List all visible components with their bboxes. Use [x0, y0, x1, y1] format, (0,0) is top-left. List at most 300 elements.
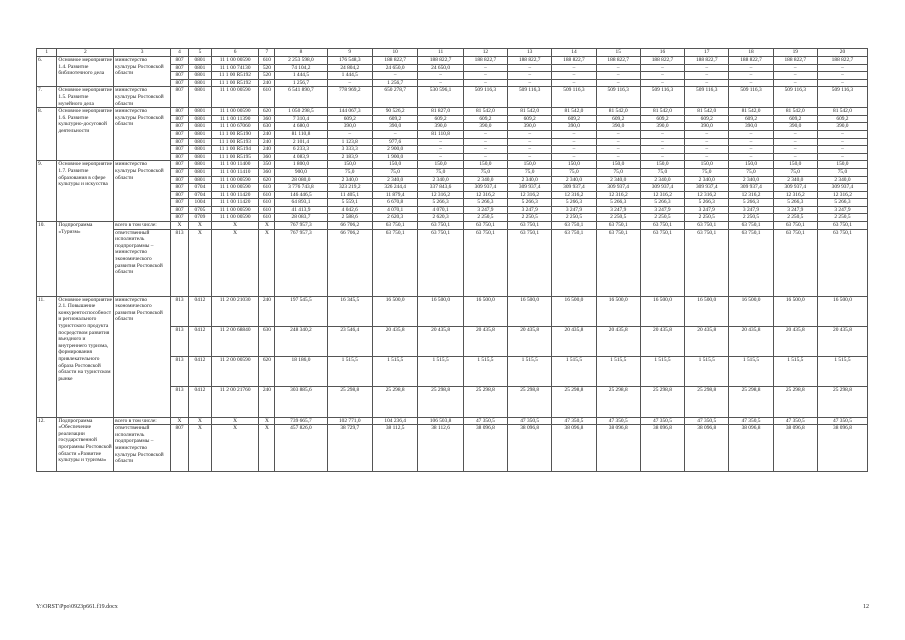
- value-cell: 2 250,5: [817, 214, 867, 222]
- value-cell: 81 542,0: [508, 108, 552, 116]
- table-row: [37, 161, 868, 169]
- value-cell: 16 500,0: [418, 296, 463, 326]
- value-cell: 390,0: [372, 123, 417, 131]
- value-cell: –: [685, 146, 729, 154]
- value-cell: 20 435,8: [685, 326, 729, 356]
- value-cell: 11 1 00 00590: [211, 108, 259, 116]
- value-cell: 1 515,5: [327, 357, 372, 387]
- value-cell: 520: [259, 64, 275, 72]
- value-cell: 3 333,3: [327, 146, 372, 154]
- value-cell: 2 253 598,0: [275, 57, 327, 65]
- value-cell: –: [596, 146, 640, 154]
- value-cell: 12 316,2: [596, 191, 640, 199]
- value-cell: 11 879,4: [372, 191, 417, 199]
- value-cell: 28 083,7: [275, 214, 327, 222]
- value-cell: 63 750,1: [372, 222, 417, 230]
- value-cell: 650 278,7: [372, 87, 417, 108]
- value-cell: 610: [259, 184, 275, 192]
- value-cell: 609,2: [817, 115, 867, 123]
- value-cell: –: [685, 72, 729, 80]
- value-cell: –: [418, 138, 463, 146]
- value-cell: 11 1 00 11420: [211, 199, 259, 207]
- value-cell: –: [596, 72, 640, 80]
- value-cell: 150,0: [552, 161, 596, 169]
- value-cell: 1 515,5: [685, 357, 729, 387]
- value-cell: 11 2 00 21030: [211, 296, 259, 326]
- value-cell: –: [596, 64, 640, 72]
- value-cell: 12 316,2: [640, 191, 684, 199]
- value-cell: 16 500,0: [817, 296, 867, 326]
- value-cell: –: [685, 64, 729, 72]
- row-number: 11.: [37, 296, 57, 417]
- value-cell: –: [463, 153, 507, 161]
- value-cell: –: [640, 130, 684, 138]
- value-cell: 3 247,9: [596, 206, 640, 214]
- value-cell: 66 706,2: [327, 229, 372, 296]
- value-cell: 11 1 00 00590: [211, 206, 259, 214]
- value-cell: X: [189, 425, 212, 472]
- value-cell: 150,0: [327, 161, 372, 169]
- value-cell: 2 340,0: [773, 176, 817, 184]
- value-cell: 620: [259, 357, 275, 387]
- value-cell: 509 116,3: [640, 87, 684, 108]
- value-cell: –: [817, 130, 867, 138]
- executor: министерство экономического развития Ростовской области: [114, 296, 171, 417]
- measure-name: Основное мероприятие 1.4. Развитие библиотечного дела: [57, 57, 114, 87]
- value-cell: 813: [170, 357, 188, 387]
- value-cell: 240: [259, 138, 275, 146]
- value-cell: X: [259, 417, 275, 425]
- value-cell: 81 542,0: [773, 108, 817, 116]
- value-cell: 240: [259, 387, 275, 417]
- value-cell: 63 750,1: [729, 222, 773, 230]
- table-row: [37, 87, 868, 108]
- value-cell: 188 822,7: [596, 57, 640, 65]
- value-cell: 81 542,0: [685, 108, 729, 116]
- value-cell: 807: [170, 199, 188, 207]
- row-number: 8.: [37, 108, 57, 161]
- value-cell: 12 316,2: [552, 191, 596, 199]
- value-cell: 350: [259, 161, 275, 169]
- value-cell: 47 350,5: [729, 417, 773, 425]
- value-cell: 20 435,8: [418, 326, 463, 356]
- value-cell: 75,0: [418, 168, 463, 176]
- value-cell: 1004: [189, 199, 212, 207]
- value-cell: 188 822,7: [817, 57, 867, 65]
- value-cell: 81 542,0: [817, 108, 867, 116]
- value-cell: 11 1 00 00590: [211, 184, 259, 192]
- value-cell: 75,0: [817, 168, 867, 176]
- header-cell: 17: [685, 49, 729, 57]
- value-cell: 5 266,3: [640, 199, 684, 207]
- value-cell: 25 298,8: [463, 387, 507, 417]
- value-cell: –: [817, 72, 867, 80]
- value-cell: 64 893,1: [275, 199, 327, 207]
- value-cell: 25 298,8: [640, 387, 684, 417]
- value-cell: 25 298,8: [508, 387, 552, 417]
- header-cell: 2: [57, 49, 114, 57]
- value-cell: 188 822,7: [640, 57, 684, 65]
- value-cell: 66 706,2: [327, 222, 372, 230]
- value-cell: 1 900,0: [372, 153, 417, 161]
- value-cell: 25 298,8: [552, 387, 596, 417]
- value-cell: –: [640, 72, 684, 80]
- value-cell: 7 310,4: [275, 115, 327, 123]
- value-cell: 5 266,3: [596, 199, 640, 207]
- value-cell: 5 266,3: [463, 199, 507, 207]
- value-cell: –: [508, 138, 552, 146]
- value-cell: 813: [170, 326, 188, 356]
- value-cell: 6 670,8: [372, 199, 417, 207]
- value-cell: 309 937,4: [817, 184, 867, 192]
- value-cell: 2 250,5: [508, 214, 552, 222]
- value-cell: 75,0: [552, 168, 596, 176]
- value-cell: –: [463, 146, 507, 154]
- value-cell: 16 500,0: [685, 296, 729, 326]
- value-cell: 90 526,2: [372, 108, 417, 116]
- value-cell: 16 500,0: [640, 296, 684, 326]
- value-cell: 609,2: [327, 115, 372, 123]
- value-cell: 63 750,1: [640, 222, 684, 230]
- value-cell: 390,0: [773, 123, 817, 131]
- value-cell: 38 096,8: [463, 425, 507, 472]
- value-cell: –: [508, 64, 552, 72]
- value-cell: 150,0: [685, 161, 729, 169]
- value-cell: 2 340,0: [685, 176, 729, 184]
- value-cell: –: [508, 72, 552, 80]
- value-cell: 188 822,7: [372, 57, 417, 65]
- value-cell: 81 110,8: [418, 130, 463, 138]
- value-cell: 38 112,5: [372, 425, 417, 472]
- value-cell: X: [189, 417, 212, 425]
- value-cell: 47 350,5: [508, 417, 552, 425]
- value-cell: 20 435,8: [640, 326, 684, 356]
- value-cell: 0801: [189, 108, 212, 116]
- value-cell: –: [596, 79, 640, 87]
- value-cell: –: [729, 79, 773, 87]
- value-cell: –: [508, 146, 552, 154]
- value-cell: 11 1 00 11410: [211, 168, 259, 176]
- value-cell: 11 1 00 R5192: [211, 79, 259, 87]
- value-cell: 16 500,0: [729, 296, 773, 326]
- value-cell: 337 843,6: [418, 184, 463, 192]
- value-cell: 47 350,5: [773, 417, 817, 425]
- row-number: 6.: [37, 57, 57, 87]
- value-cell: 63 750,1: [418, 222, 463, 230]
- value-cell: 360: [259, 115, 275, 123]
- value-cell: –: [729, 130, 773, 138]
- value-cell: 63 750,1: [685, 222, 729, 230]
- header-cell: 18: [729, 49, 773, 57]
- value-cell: 609,2: [729, 115, 773, 123]
- value-cell: –: [508, 153, 552, 161]
- value-cell: 1 515,5: [817, 357, 867, 387]
- value-cell: –: [817, 153, 867, 161]
- value-cell: 20 435,8: [773, 326, 817, 356]
- value-cell: –: [463, 138, 507, 146]
- value-cell: 75,0: [596, 168, 640, 176]
- value-cell: 11 1 00 67060: [211, 123, 259, 131]
- value-cell: 326 244,4: [372, 184, 417, 192]
- value-cell: 75,0: [372, 168, 417, 176]
- value-cell: 2 588,6: [327, 214, 372, 222]
- value-cell: 5 266,3: [729, 199, 773, 207]
- value-cell: –: [508, 79, 552, 87]
- value-cell: 81 542,0: [596, 108, 640, 116]
- value-cell: –: [327, 130, 372, 138]
- value-cell: 0801: [189, 168, 212, 176]
- value-cell: 16 500,0: [773, 296, 817, 326]
- value-cell: 63 750,1: [773, 222, 817, 230]
- value-cell: –: [596, 130, 640, 138]
- value-cell: –: [640, 153, 684, 161]
- value-cell: 47 350,5: [817, 417, 867, 425]
- value-cell: 309 937,4: [508, 184, 552, 192]
- value-cell: 24 804,2: [327, 64, 372, 72]
- value-cell: 2 340,0: [596, 176, 640, 184]
- value-cell: 18 186,0: [275, 357, 327, 387]
- value-cell: 12 316,2: [685, 191, 729, 199]
- measure-name: Подпрограмма «Туризм»: [57, 222, 114, 297]
- value-cell: –: [685, 138, 729, 146]
- value-cell: 813: [170, 229, 188, 296]
- value-cell: 807: [170, 206, 188, 214]
- value-cell: 2 250,5: [552, 214, 596, 222]
- value-cell: 63 750,1: [463, 229, 507, 296]
- value-cell: –: [817, 146, 867, 154]
- measure-name: Основное мероприятие 1.5. Развитие музейного дела: [58, 87, 112, 107]
- value-cell: 520: [259, 72, 275, 80]
- value-cell: 25 298,8: [817, 387, 867, 417]
- value-cell: 75,0: [640, 168, 684, 176]
- value-cell: 620: [259, 176, 275, 184]
- value-cell: 25 298,8: [596, 387, 640, 417]
- value-cell: 2 340,0: [729, 176, 773, 184]
- value-cell: 150,0: [817, 161, 867, 169]
- value-cell: 11 1 00 R5195: [211, 153, 259, 161]
- value-cell: 16 500,0: [372, 296, 417, 326]
- value-cell: 807: [170, 191, 188, 199]
- value-cell: 75,0: [729, 168, 773, 176]
- value-cell: 0412: [189, 296, 212, 326]
- value-cell: –: [463, 72, 507, 80]
- value-cell: 0801: [189, 161, 212, 169]
- value-cell: 144 067,3: [327, 108, 372, 116]
- value-cell: –: [685, 79, 729, 87]
- header-cell: 7: [259, 49, 275, 57]
- value-cell: 81 827,0: [418, 108, 463, 116]
- budget-table: [36, 48, 868, 472]
- value-cell: 75,0: [327, 168, 372, 176]
- value-cell: 16 345,5: [327, 296, 372, 326]
- value-cell: 11 405,1: [327, 191, 372, 199]
- value-cell: –: [552, 153, 596, 161]
- value-cell: 28 080,0: [275, 176, 327, 184]
- value-cell: 63 750,1: [817, 222, 867, 230]
- value-cell: 16 500,0: [552, 296, 596, 326]
- value-cell: X: [170, 417, 188, 425]
- value-cell: 11 1 00 R5194: [211, 146, 259, 154]
- value-cell: 11 2 00 21760: [211, 387, 259, 417]
- executor: министерство культуры Ростовской области: [114, 161, 171, 222]
- value-cell: 1 444,5: [275, 72, 327, 80]
- executor: всего в том числе:: [114, 222, 171, 230]
- value-cell: 0801: [189, 72, 212, 80]
- value-cell: 309 937,4: [552, 184, 596, 192]
- value-cell: 188 822,7: [508, 57, 552, 65]
- value-cell: 4 070,1: [372, 206, 417, 214]
- value-cell: 1 256,7: [275, 79, 327, 87]
- value-cell: 2 340,0: [418, 176, 463, 184]
- value-cell: 1 515,5: [418, 357, 463, 387]
- value-cell: –: [729, 138, 773, 146]
- value-cell: 25 298,8: [372, 387, 417, 417]
- value-cell: 20 435,8: [596, 326, 640, 356]
- value-cell: –: [372, 130, 417, 138]
- value-cell: 63 750,1: [729, 229, 773, 296]
- value-cell: 146 446,5: [275, 191, 327, 199]
- value-cell: 509 116,3: [463, 87, 507, 108]
- value-cell: 0801: [189, 79, 212, 87]
- value-cell: 977,6: [372, 138, 417, 146]
- value-cell: 81 542,0: [640, 108, 684, 116]
- table-row: [37, 417, 868, 425]
- value-cell: 1 515,5: [773, 357, 817, 387]
- value-cell: 150,0: [729, 161, 773, 169]
- value-cell: 610: [259, 206, 275, 214]
- value-cell: 4 083,9: [275, 153, 327, 161]
- value-cell: 0801: [189, 123, 212, 131]
- value-cell: 41 413,9: [275, 206, 327, 214]
- header-cell: 12: [463, 49, 507, 57]
- value-cell: 38 096,8: [552, 425, 596, 472]
- value-cell: 5 266,3: [685, 199, 729, 207]
- value-cell: 2 250,5: [729, 214, 773, 222]
- value-cell: 457 826,0: [275, 425, 327, 472]
- value-cell: 150,0: [773, 161, 817, 169]
- value-cell: 609,2: [372, 115, 417, 123]
- value-cell: 609,2: [418, 115, 463, 123]
- value-cell: 11 1 00 R5190: [211, 130, 259, 138]
- value-cell: 12 316,2: [418, 191, 463, 199]
- value-cell: 1 515,5: [552, 357, 596, 387]
- value-cell: 3 247,9: [773, 206, 817, 214]
- value-cell: 0801: [189, 87, 212, 108]
- header-cell: 11: [418, 49, 463, 57]
- value-cell: 2 340,0: [372, 176, 417, 184]
- value-cell: 0704: [189, 191, 212, 199]
- value-cell: 309 937,4: [729, 184, 773, 192]
- value-cell: 12 316,2: [508, 191, 552, 199]
- value-cell: –: [552, 79, 596, 87]
- value-cell: 16 500,0: [596, 296, 640, 326]
- value-cell: 63 750,1: [640, 229, 684, 296]
- value-cell: 5 266,3: [817, 199, 867, 207]
- value-cell: –: [463, 64, 507, 72]
- value-cell: 2 340,0: [508, 176, 552, 184]
- value-cell: –: [372, 72, 417, 80]
- value-cell: 38 096,8: [640, 425, 684, 472]
- value-cell: 150,0: [372, 161, 417, 169]
- value-cell: 38 112,6: [418, 425, 463, 472]
- value-cell: 1 123,8: [327, 138, 372, 146]
- value-cell: 610: [259, 87, 275, 108]
- value-cell: X: [211, 222, 259, 230]
- value-cell: 610: [259, 214, 275, 222]
- value-cell: 11 1 00 R5192: [211, 72, 259, 80]
- value-cell: –: [418, 153, 463, 161]
- value-cell: 5 266,3: [508, 199, 552, 207]
- header-cell: 20: [817, 49, 867, 57]
- value-cell: 188 822,7: [463, 57, 507, 65]
- value-cell: 0704: [189, 184, 212, 192]
- value-cell: 63 750,1: [685, 229, 729, 296]
- table-row: [37, 229, 868, 296]
- value-cell: 25 298,8: [418, 387, 463, 417]
- value-cell: 807: [170, 64, 188, 72]
- executor: ответственный исполнитель подпрограммы – министерство культуры Ростовской области: [114, 425, 171, 472]
- value-cell: X: [170, 222, 188, 230]
- value-cell: 390,0: [463, 123, 507, 131]
- value-cell: X: [211, 417, 259, 425]
- value-cell: 1 515,5: [508, 357, 552, 387]
- value-cell: 0801: [189, 153, 212, 161]
- value-cell: 38 096,8: [773, 425, 817, 472]
- value-cell: 0801: [189, 57, 212, 65]
- value-cell: 150,0: [596, 161, 640, 169]
- value-cell: –: [685, 130, 729, 138]
- value-cell: 0801: [189, 115, 212, 123]
- value-cell: 12 316,2: [817, 191, 867, 199]
- value-cell: 23 546,4: [327, 326, 372, 356]
- executor: всего в том числе:: [114, 417, 171, 425]
- value-cell: –: [552, 64, 596, 72]
- value-cell: –: [640, 64, 684, 72]
- value-cell: 25 298,8: [685, 387, 729, 417]
- value-cell: 1 050 298,5: [275, 108, 327, 116]
- value-cell: 609,2: [508, 115, 552, 123]
- header-cell: 14: [552, 49, 596, 57]
- value-cell: –: [773, 153, 817, 161]
- value-cell: 807: [170, 130, 188, 138]
- value-cell: 102 771,0: [327, 417, 372, 425]
- value-cell: 20 435,8: [372, 326, 417, 356]
- value-cell: 11 1 00 00590: [211, 57, 259, 65]
- value-cell: 2 340,0: [817, 176, 867, 184]
- value-cell: 63 750,1: [552, 222, 596, 230]
- value-cell: 778 969,2: [327, 87, 372, 108]
- header-cell: 6: [211, 49, 259, 57]
- value-cell: 75,0: [773, 168, 817, 176]
- value-cell: 3 247,9: [685, 206, 729, 214]
- value-cell: 807: [170, 108, 188, 116]
- value-cell: 197 545,5: [275, 296, 327, 326]
- value-cell: 630: [259, 123, 275, 131]
- value-cell: 38 729,7: [327, 425, 372, 472]
- value-cell: 807: [170, 123, 188, 131]
- value-cell: 2 183,9: [327, 153, 372, 161]
- value-cell: –: [817, 79, 867, 87]
- value-cell: 11 1 00 11400: [211, 161, 259, 169]
- header-cell: 9: [327, 49, 372, 57]
- value-cell: 20 435,8: [552, 326, 596, 356]
- value-cell: 11 1 00 74130: [211, 64, 259, 72]
- value-cell: –: [773, 72, 817, 80]
- measure-name: Основное мероприятие 1.6. Развитие культурно-досуговой деятельности: [57, 108, 114, 161]
- value-cell: 240: [259, 296, 275, 326]
- value-cell: 1 515,5: [596, 357, 640, 387]
- value-cell: 16 500,0: [508, 296, 552, 326]
